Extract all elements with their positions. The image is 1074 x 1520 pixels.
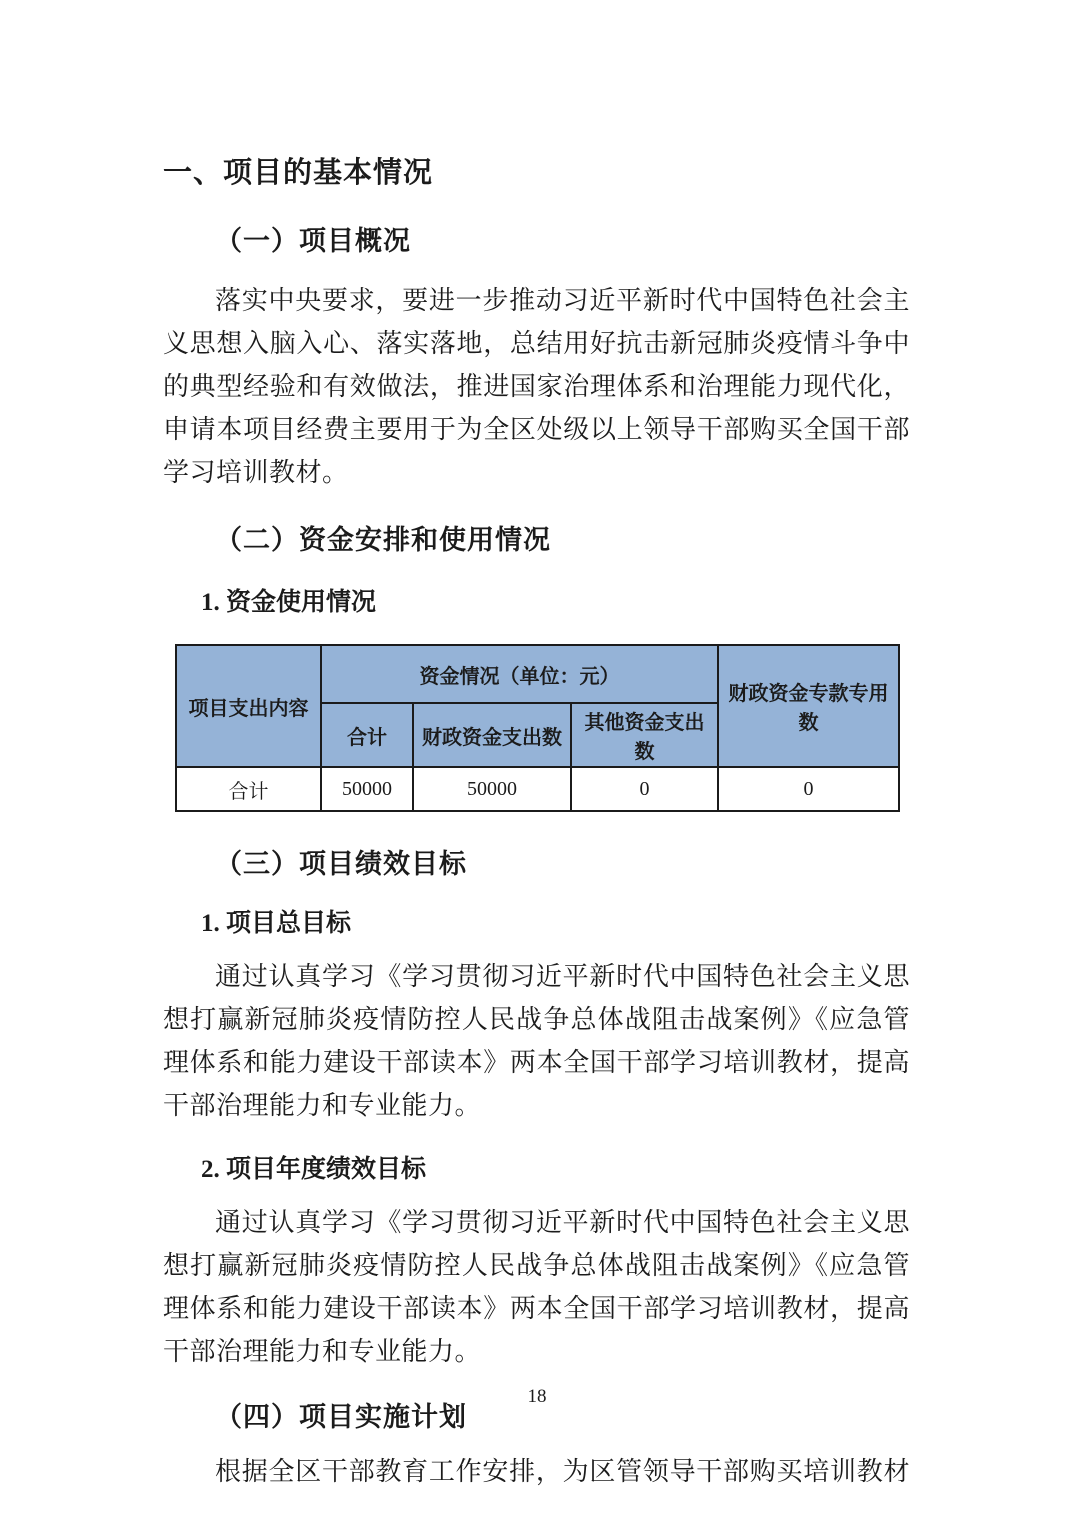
subsection-heading-project-overview: （一）项目概况 [215,226,411,256]
table-row [176,767,899,811]
fund-usage-table [175,644,900,812]
header-cell-other-expense: 其他资金支出数 [571,703,718,767]
table-header-row-1 [176,645,899,703]
numbered-heading-total-goal: 1. 项目总目标 [201,910,352,937]
header-cell-special-funds: 财政资金专款专用数 [718,645,899,767]
subsection-heading-implementation-plan: （四）项目实施计划 [215,1402,467,1432]
section-heading-basic-info: 一、项目的基本情况 [163,157,434,189]
header-cell-total: 合计 [321,703,413,767]
header-cell-expense-item: 项目支出内容 [176,645,321,767]
paragraph-annual-goal: 通过认真学习《学习贯彻习近平新时代中国特色社会主义思想打赢新冠肺炎疫情防控人民战争总体战阻击战案例》《应急管理体系和能力建设干部读本》两本全国干部学习培训教材，提高干部治理能力和专业能力。 [163,1208,910,1366]
cell-item: 合计 [176,767,321,811]
numbered-heading-fund-usage: 1. 资金使用情况 [201,589,377,616]
document-content [163,150,910,1493]
cell-fiscal: 50000 [413,767,571,811]
cell-other: 0 [571,767,718,811]
paragraph-total-goal: 通过认真学习《学习贯彻习近平新时代中国特色社会主义思想打赢新冠肺炎疫情防控人民战争总体战阻击战案例》《应急管理体系和能力建设干部读本》两本全国干部学习培训教材，提高干部治理能力和专业能力。 [163,962,910,1120]
cell-total: 50000 [321,767,413,811]
page-number: 18 [527,1386,547,1407]
subsection-heading-fund-arrangement: （二）资金安排和使用情况 [215,525,551,555]
paragraph-implementation-plan: 根据全区干部教育工作安排，为区管领导干部购买培训教材 [215,1457,910,1486]
paragraph-project-overview: 落实中央要求，要进一步推动习近平新时代中国特色社会主义思想入脑入心、落实落地，总结用好抗击新冠肺炎疫情斗争中的典型经验和有效做法，推进国家治理体系和治理能力现代化，申请本项目经费主要用于为全区处级以上领导干部购买全国干部学习培训教材。 [163,286,910,487]
numbered-heading-annual-goal: 2. 项目年度绩效目标 [201,1156,427,1183]
header-cell-funds-group: 资金情况（单位：元） [321,645,718,703]
header-cell-fiscal-expense: 财政资金支出数 [413,703,571,767]
subsection-heading-performance-goals: （三）项目绩效目标 [215,849,467,879]
cell-special: 0 [718,767,899,811]
